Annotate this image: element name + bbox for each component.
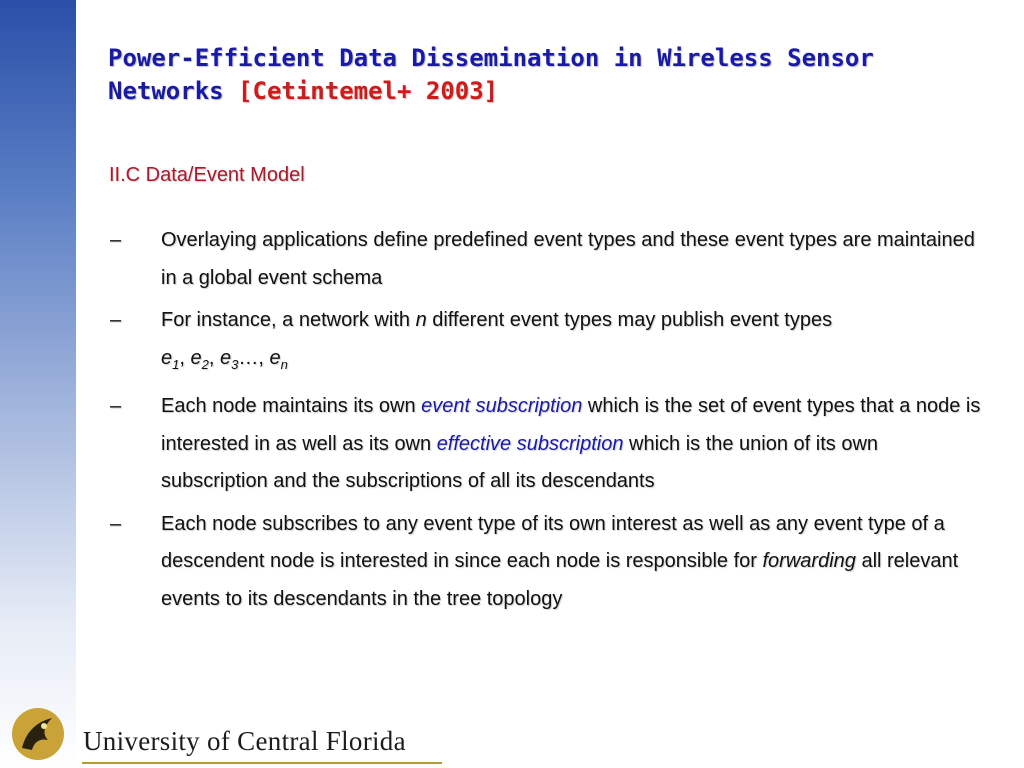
- bullet-item: [108, 506, 988, 619]
- bullet-item: [108, 222, 988, 297]
- bullet-dash: –: [110, 229, 122, 251]
- subscript: 2: [201, 356, 209, 372]
- var-e: e: [161, 346, 173, 369]
- bullet-dash: –: [110, 309, 122, 331]
- var-e: e: [269, 346, 281, 369]
- bullet-text: which is the union of its own subscription and the subscriptions of all its descendants: [161, 432, 879, 492]
- bullet-item: [108, 388, 988, 501]
- term-forwarding: forwarding: [762, 550, 856, 572]
- university-name: University of Central Florida: [83, 726, 406, 756]
- bullet-text: all relevant events to its descendants in the tree topology: [161, 550, 959, 610]
- bullet-dash: –: [110, 395, 122, 417]
- subscript: 1: [172, 356, 180, 372]
- slide-title: [108, 42, 988, 108]
- bullet-item: [108, 302, 988, 383]
- sidebar-gradient: [0, 0, 76, 768]
- term-effective-subscription: effective subscription: [436, 432, 624, 455]
- comma: ,: [208, 346, 220, 369]
- ellipsis: …,: [238, 346, 270, 369]
- bullet-dash: –: [110, 512, 122, 535]
- title-citation: [Cetintemel+ 2003]: [238, 77, 499, 105]
- bullet-text: For instance, a network with: [161, 309, 416, 331]
- bullet-text: which is the set of event types that a node is interested in as well as its own: [161, 395, 981, 455]
- pegasus-logo-icon: [8, 704, 68, 764]
- bullet-list: [108, 222, 988, 623]
- var-e: e: [219, 346, 232, 369]
- var-e: e: [190, 346, 202, 369]
- subscript: n: [280, 356, 288, 372]
- section-subtitle: II.C Data/Event Model: [109, 164, 305, 186]
- var-n: n: [415, 309, 427, 331]
- comma: ,: [179, 346, 191, 369]
- term-event-subscription: event subscription: [421, 395, 583, 417]
- bullet-text: Each node subscribes to any event type of its own interest as well as any event type of a descendent node is interested in since each node is responsible for: [161, 512, 945, 572]
- title-main: Power-Efficient Data Dissemination in Wireless Sensor Networks: [108, 44, 874, 105]
- bullet-text: different event types may publish event types: [426, 309, 833, 331]
- subscript: 3: [231, 356, 239, 372]
- bullet-text: Each node maintains its own: [161, 395, 422, 417]
- bullet-text: Overlaying applications define predefined event types and these event types are maintained in a global event schema: [161, 229, 975, 289]
- footer-divider: [82, 762, 442, 764]
